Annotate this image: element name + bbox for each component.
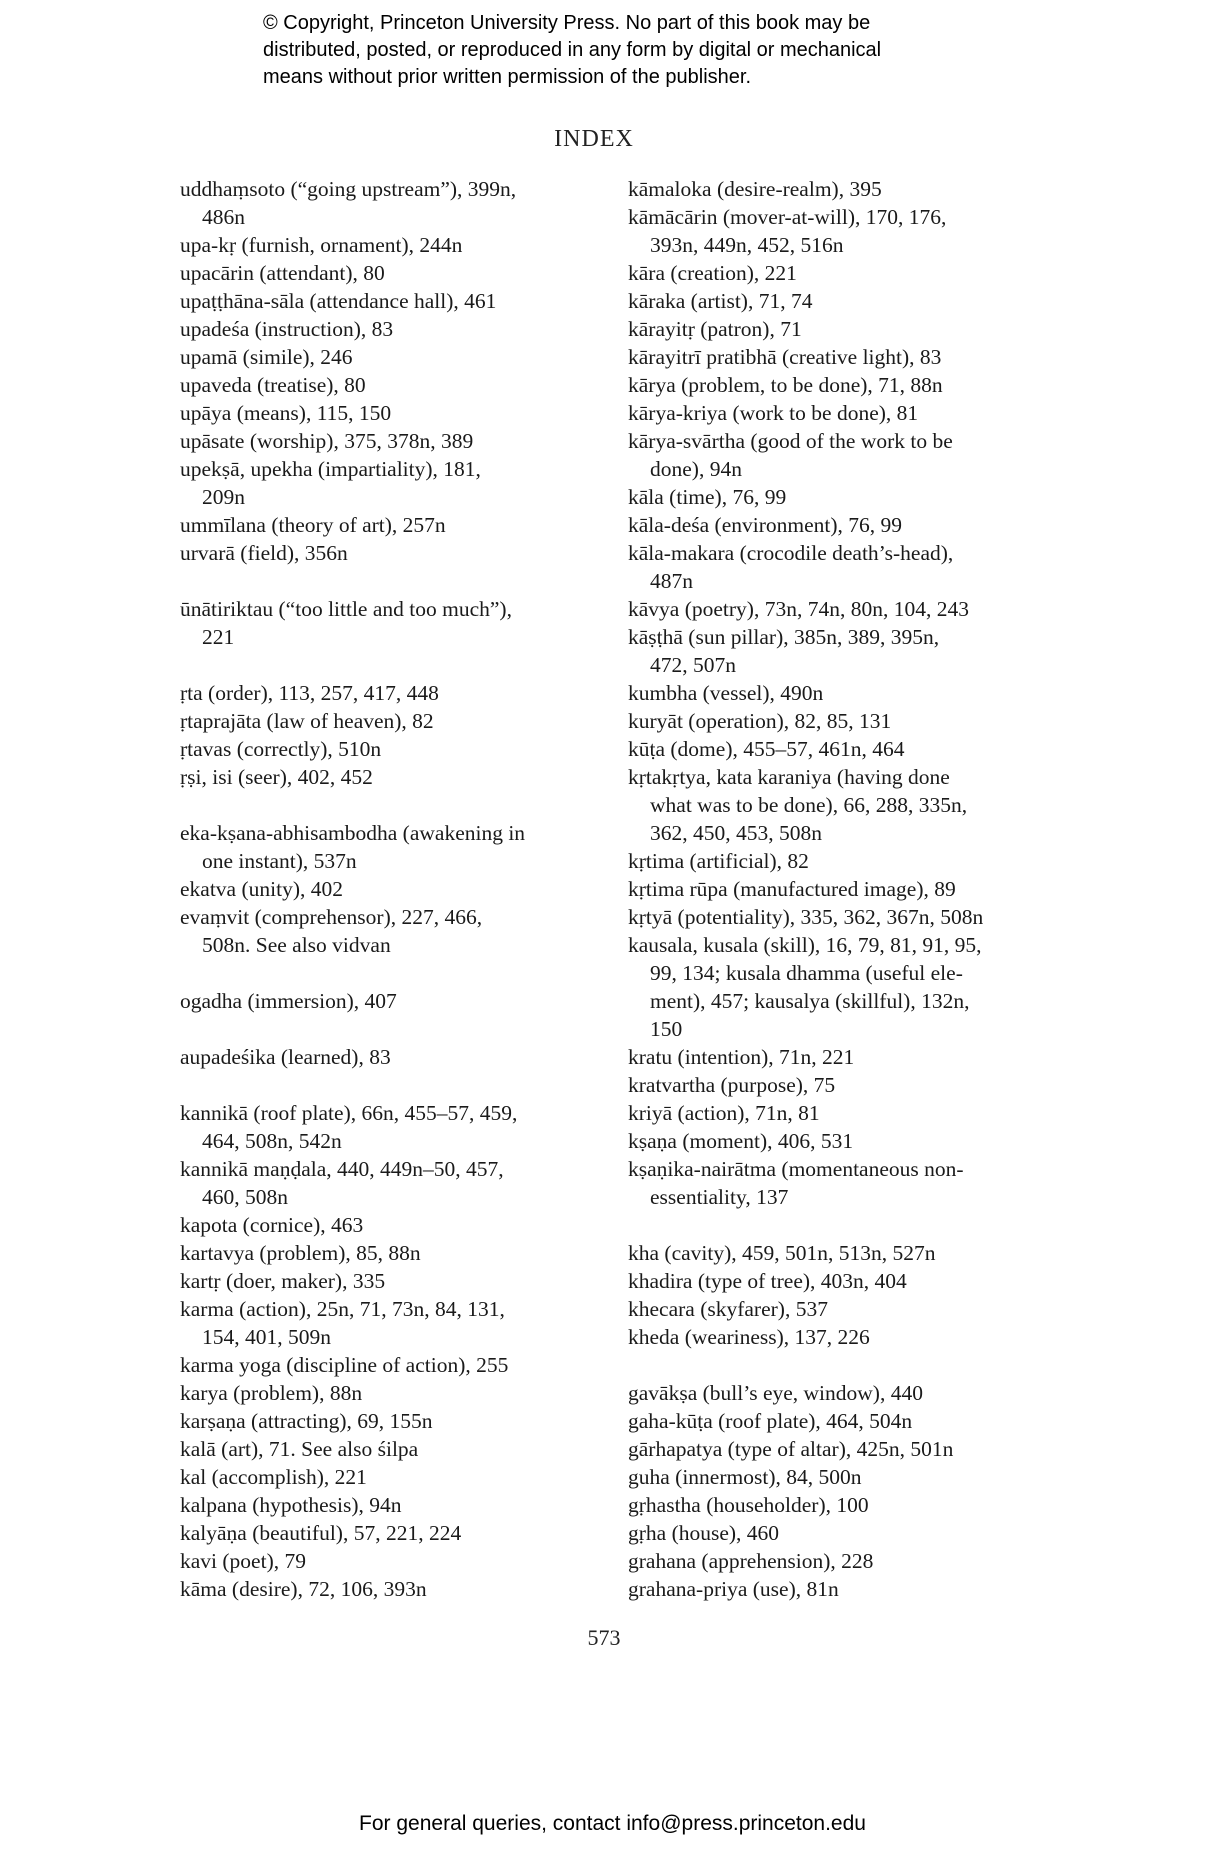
index-line: kāla-makara (crocodile death’s-head), [628,541,954,565]
index-line: grahana-priya (use), 81n [628,1577,839,1601]
index-line: karya (problem), 88n [180,1381,363,1405]
index-line: what was to be done), 66, 288, 335n, [650,793,968,817]
index-line: kāma (desire), 72, 106, 393n [180,1577,427,1601]
index-line: upāsate (worship), 375, 378n, 389 [180,429,474,453]
index-line: gaha-kūṭa (roof plate), 464, 504n [628,1409,913,1433]
index-line: kalyāṇa (beautiful), 57, 221, 224 [180,1521,462,1545]
index-line: kārya (problem, to be done), 71, 88n [628,373,943,397]
index-line: 487n [650,569,693,593]
index-line: ṛtaprajāta (law of heaven), 82 [180,709,434,733]
index-line: kausala, kusala (skill), 16, 79, 81, 91, 95, [628,933,982,957]
index-line: kṣaṇa (moment), 406, 531 [628,1129,854,1153]
page-number: 573 [587,1625,621,1650]
index-line: ūnātiriktau (“too little and too much”), [180,597,512,621]
index-spacer [180,1015,600,1043]
index-line: 464, 508n, 542n [202,1129,342,1153]
index-line: kuryāt (operation), 82, 85, 131 [628,709,892,733]
index-line: 362, 450, 453, 508n [650,821,822,845]
index-line: urvarā (field), 356n [180,541,348,565]
index-line: upaveda (treatise), 80 [180,373,366,397]
index-line: kāra (creation), 221 [628,261,797,285]
index-line: upamā (simile), 246 [180,345,353,369]
index-line: kratu (intention), 71n, 221 [628,1045,855,1069]
index-line: done), 94n [650,457,742,481]
index-line: 486n [202,205,245,229]
index-line: kartṛ (doer, maker), 335 [180,1269,386,1293]
index-line: eka-kṣana-abhisambodha (awakening in [180,821,526,845]
index-line: 460, 508n [202,1185,288,1209]
index-line: ṛta (order), 113, 257, 417, 448 [180,681,439,705]
index-spacer [628,1351,1048,1379]
copyright-line: distributed, posted, or reproduced in any form by digital or mechanical [263,39,882,61]
index-line: 221 [202,625,235,649]
index-line: kṛtima (artificial), 82 [628,849,809,873]
index-line: kratvartha (purpose), 75 [628,1073,836,1097]
index-line: khadira (type of tree), 403n, 404 [628,1269,907,1293]
index-line: guha (innermost), 84, 500n [628,1465,862,1489]
index-line: ṛṣi, isi (seer), 402, 452 [180,765,373,789]
index-line: kalā (art), 71. See also śilpa [180,1437,419,1461]
index-line: 508n. See also vidvan [202,933,391,957]
index-line: kārya-kriya (work to be done), 81 [628,401,919,425]
index-line: karma (action), 25n, 71, 73n, 84, 131, [180,1297,505,1321]
index-line: kal (accomplish), 221 [180,1465,367,1489]
index-line: gṛha (house), 460 [628,1521,780,1545]
index-line: essentiality, 137 [650,1185,789,1209]
index-spacer [180,567,600,595]
footer-contact: For general queries, contact info@press.princeton.edu [359,1812,866,1835]
index-line: evaṃvit (comprehensor), 227, 466, [180,905,483,929]
page-title: INDEX [554,126,634,152]
index-line: gārhapatya (type of altar), 425n, 501n [628,1437,954,1461]
index-column-right [628,175,1048,1603]
index-line: 154, 401, 509n [202,1325,331,1349]
index-line: kha (cavity), 459, 501n, 513n, 527n [628,1241,936,1265]
index-line: kapota (cornice), 463 [180,1213,364,1237]
index-line: uddhaṃsoto (“going upstream”), 399n, [180,177,517,201]
index-line: karṣaṇa (attracting), 69, 155n [180,1409,433,1433]
index-line: ekatva (unity), 402 [180,877,343,901]
index-line: kāraka (artist), 71, 74 [628,289,813,313]
index-line: gṛhastha (householder), 100 [628,1493,869,1517]
index-line: kṛtyā (potentiality), 335, 362, 367n, 508n [628,905,984,929]
index-line: kavi (poet), 79 [180,1549,306,1573]
index-line: upa-kṛ (furnish, ornament), 244n [180,233,463,257]
index-line: kumbha (vessel), 490n [628,681,824,705]
index-line: ummīlana (theory of art), 257n [180,513,446,537]
index-line: upāya (means), 115, 150 [180,401,392,425]
index-line: kāṣṭhā (sun pillar), 385n, 389, 395n, [628,625,940,649]
index-line: ṛtavas (correctly), 510n [180,737,382,761]
index-line: kāla (time), 76, 99 [628,485,787,509]
copyright-line: © Copyright, Princeton University Press. No part of this book may be [263,12,871,34]
index-line: kalpana (hypothesis), 94n [180,1493,402,1517]
index-line: kāvya (poetry), 73n, 74n, 80n, 104, 243 [628,597,969,621]
index-line: gavākṣa (bull’s eye, window), 440 [628,1381,923,1405]
index-line: kārayitrī pratibhā (creative light), 83 [628,345,942,369]
index-line: upacārin (attendant), 80 [180,261,385,285]
index-line: kāmācārin (mover-at-will), 170, 176, [628,205,947,229]
index-line: upadeśa (instruction), 83 [180,317,394,341]
index-line: kheda (weariness), 137, 226 [628,1325,870,1349]
index-line: kāmaloka (desire-realm), 395 [628,177,882,201]
index-line: 209n [202,485,245,509]
index-line: kūṭa (dome), 455–57, 461n, 464 [628,737,905,761]
index-line: kṣaṇika-nairātma (momentaneous non- [628,1157,964,1181]
index-spacer [180,959,600,987]
index-line: ogadha (immersion), 407 [180,989,397,1013]
index-line: kṛtakṛtya, kata karaniya (having done [628,765,950,789]
copyright-line: means without prior written permission of the publisher. [263,66,752,88]
index-spacer [180,651,600,679]
index-line: grahana (apprehension), 228 [628,1549,874,1573]
index-line: kannikā maṇḍala, 440, 449n–50, 457, [180,1157,504,1181]
index-line: 150 [650,1017,683,1041]
index-spacer [180,1071,600,1099]
index-spacer [180,791,600,819]
index-line: kartavya (problem), 85, 88n [180,1241,421,1265]
index-line: 393n, 449n, 452, 516n [650,233,844,257]
index-line: kannikā (roof plate), 66n, 455–57, 459, [180,1101,518,1125]
index-line: aupadeśika (learned), 83 [180,1045,391,1069]
index-line: kriyā (action), 71n, 81 [628,1101,820,1125]
index-line: karma yoga (discipline of action), 255 [180,1353,509,1377]
index-line: khecara (skyfarer), 537 [628,1297,828,1321]
index-line: upaṭṭhāna-sāla (attendance hall), 461 [180,289,497,313]
index-line: 99, 134; kusala dhamma (useful ele- [650,961,963,985]
index-spacer [628,1211,1048,1239]
index-line: kṛtima rūpa (manufactured image), 89 [628,877,956,901]
index-line: kārayitṛ (patron), 71 [628,317,802,341]
index-line: ment), 457; kausalya (skillful), 132n, [650,989,970,1013]
copyright-notice [263,10,1023,91]
index-line: one instant), 537n [202,849,357,873]
index-line: 472, 507n [650,653,736,677]
index-line: kāla-deśa (environment), 76, 99 [628,513,903,537]
index-line: upekṣā, upekha (impartiality), 181, [180,457,481,481]
index-line: kārya-svārtha (good of the work to be [628,429,953,453]
index-column-left [180,175,600,1603]
